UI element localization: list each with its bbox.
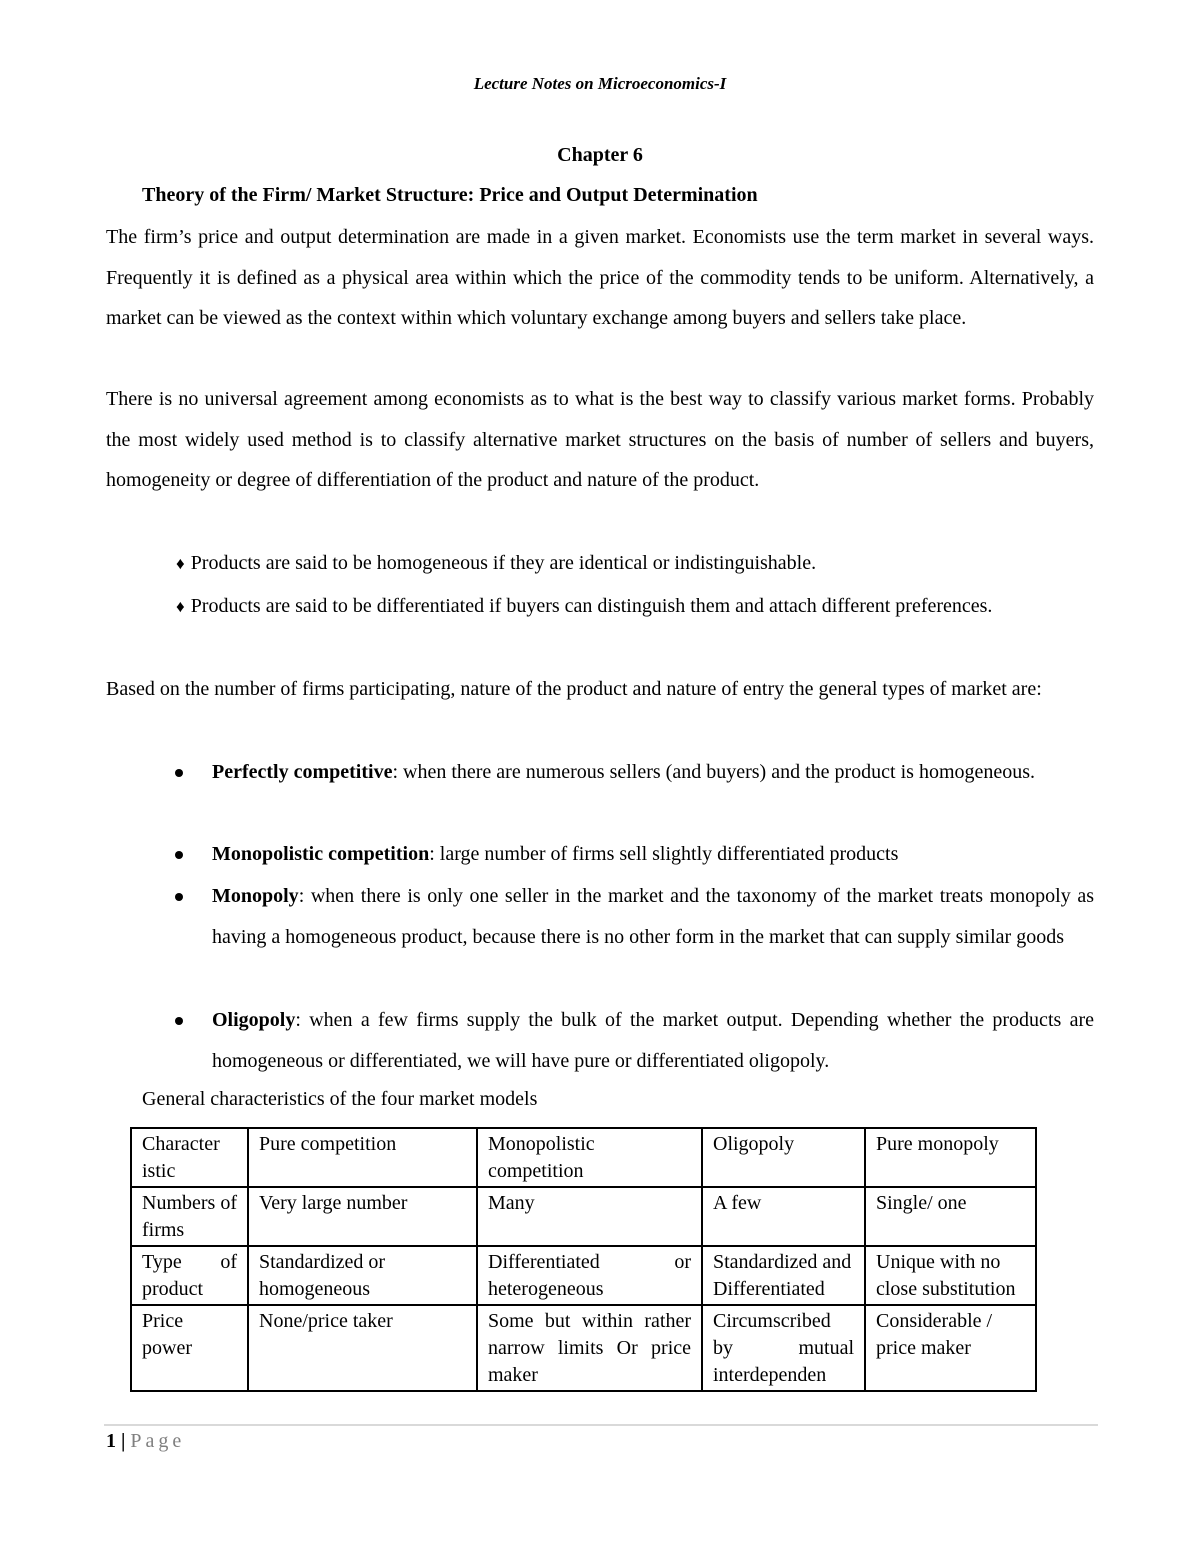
table-cell: Unique with no close substitution [865,1246,1036,1305]
paragraph-classification: There is no universal agreement among economists as to what is the best way to classify various market forms. Probably the most widely used method is to classify alternative market structures on the basis of number of sellers and buyers, homogeneity or degree of differentiation of the product and nature of the product. [106,388,1094,491]
market-type-item [212,834,1094,875]
table-cell: None/price taker [248,1305,477,1391]
table-cell: Differentiated or heterogeneous [477,1246,702,1305]
table-header-row [131,1128,1036,1187]
page-footer [106,1430,185,1453]
diamond-bullet-icon: ♦ [176,554,185,573]
chapter-heading: Chapter 6 [557,144,643,166]
footer-separator: | [121,1430,126,1452]
table-cell: Standardized and Differentiated [702,1246,865,1305]
market-type-item [212,1000,1094,1081]
bullet-dot-icon [175,851,183,859]
market-type-item [212,752,1094,793]
table-header-cell: Character istic [131,1128,248,1187]
table-header-cell: Pure monopoly [865,1128,1036,1187]
table-cell: Price power [131,1305,248,1391]
running-header: Lecture Notes on Microeconomics-I [473,74,727,93]
market-type-desc: : when there is only one seller in the market and the taxonomy of the market treats monopoly as having a homogeneous product, because there is no other form in the market that can supply similar goods [212,885,1094,948]
table-row [131,1305,1036,1391]
table-row [131,1246,1036,1305]
bullet-dot-icon [175,769,183,777]
paragraph-intro: The firm’s price and output determination are made in a given market. Economists use the term market in several ways. Frequently it is defined as a physical area within which the price of the commodity tends to be uniform. Alternatively, a market can be viewed as the context within which voluntary exchange among buyers and sellers take place. [106,226,1094,329]
table-cell: A few [702,1187,865,1246]
market-models-table [130,1127,1037,1392]
bullet-dot-icon [175,893,183,901]
table-cell: Numbers of firms [131,1187,248,1246]
table-header-cell: Monopolistic competition [477,1128,702,1187]
table-cell: Standardized or homogeneous [248,1246,477,1305]
diamond-bullet [176,586,1094,628]
diamond-bullet-icon: ♦ [176,597,185,616]
market-type-term: Perfectly competitive [212,761,393,783]
paragraph-market-types: Based on the number of firms participating, nature of the product and nature of entry the general types of market are: [106,678,1042,700]
market-type-desc: : when a few firms supply the bulk of the market output. Depending whether the products are homogeneous or differentiated, we will have pure or differentiated oligopoly. [212,1009,1094,1072]
table-cell: Some but within rather narrow limits Or price maker [477,1305,702,1391]
table-row [131,1187,1036,1246]
market-type-term: Monopoly [212,885,299,907]
table-caption: General characteristics of the four market models [142,1088,538,1110]
table-cell: Very large number [248,1187,477,1246]
diamond-bullet-text: Products are said to be homogeneous if they are identical or indistinguishable. [190,552,817,574]
table-header-cell: Oligopoly [702,1128,865,1187]
table-cell: Circumscribed by mutual interdependen [702,1305,865,1391]
diamond-bullet-text: Products are said to be differentiated if buyers can distinguish them and attach different preferences. [190,595,993,617]
table-cell: Considerable / price maker [865,1305,1036,1391]
diamond-bullet [176,543,1094,585]
table-cell: Single/ one [865,1187,1036,1246]
market-type-term: Monopolistic competition [212,843,430,865]
table-header-cell: Pure competition [248,1128,477,1187]
market-type-desc: : when there are numerous sellers (and buyers) and the product is homogeneous. [392,761,1036,783]
page-number: 1 [106,1430,116,1452]
market-type-desc: : large number of firms sell slightly differentiated products [429,843,899,865]
section-title: Theory of the Firm/ Market Structure: Price and Output Determination [142,184,758,206]
page-label: Page [130,1430,186,1452]
footer-divider [104,1424,1098,1426]
market-type-item [212,876,1094,957]
market-type-term: Oligopoly [212,1009,296,1031]
table-cell: Many [477,1187,702,1246]
bullet-dot-icon [175,1017,183,1025]
table-cell: Type of product [131,1246,248,1305]
